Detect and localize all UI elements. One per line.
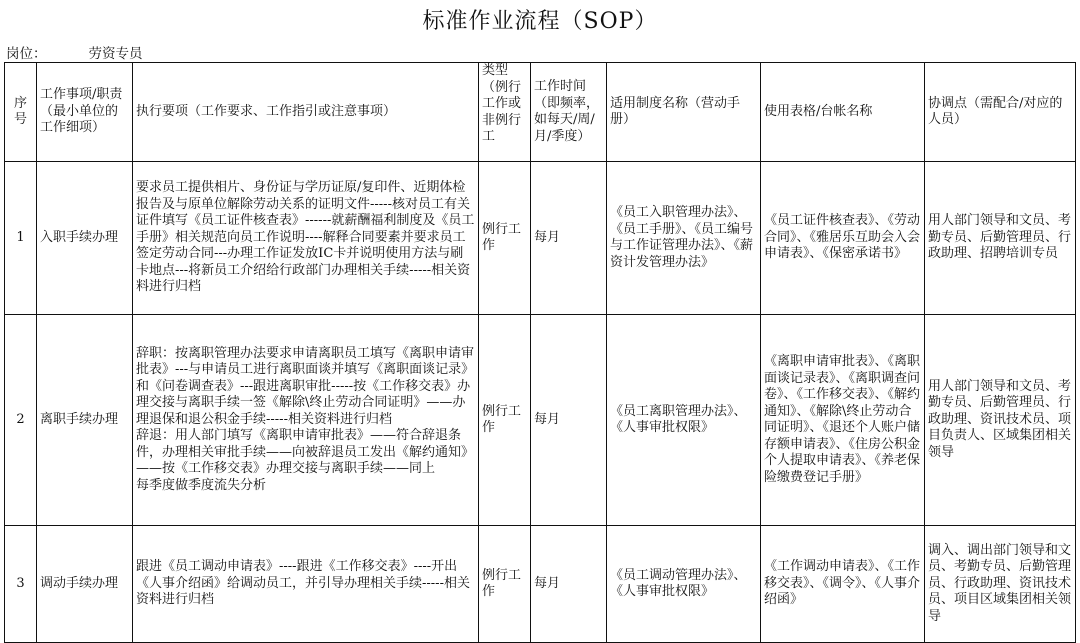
page-title: 标准作业流程（SOP） xyxy=(422,9,658,34)
header-row xyxy=(5,63,1076,162)
table-row xyxy=(5,162,1076,315)
row-exec: 跟进《员工调动申请表》----跟进《工作移交表》----开出《人事介绍函》给调动员工，并引导办理相关手续-----相关资料进行归档 xyxy=(133,526,479,643)
row-idx: 2 xyxy=(5,315,37,526)
header-task: 工作事项/职责（最小单位的工作细项） xyxy=(37,63,133,162)
row-type: 例行工作 xyxy=(479,162,531,315)
position-value: 劳资专员 xyxy=(51,42,155,63)
row-time: 每月 xyxy=(531,315,607,526)
row-time: 每月 xyxy=(531,526,607,643)
row-type: 例行工作 xyxy=(479,526,531,643)
position-line xyxy=(6,42,155,63)
row-idx: 1 xyxy=(5,162,37,315)
exec-dismiss: 辞退：用人部门填写《离职申请审批表》——符合辞退条件，办理相关审批手续——向被辞退员工发出《解约通知》——按《工作移交表》办理交接与离职手续——同上 每季度做季度流失分析 xyxy=(136,428,527,493)
row-policy: 《员工离职管理办法》、《人事审批权限》 xyxy=(607,315,761,526)
row-task: 离职手续办理 xyxy=(37,315,133,526)
table-row xyxy=(5,315,1076,526)
row-task: 入职手续办理 xyxy=(37,162,133,315)
row-time: 每月 xyxy=(531,162,607,315)
row-forms: 《离职申请审批表》、《离职面谈记录表》、《离职调查问卷》、《工作移交表》、《解约通知》、《解除\终止劳动合同证明》、《退还个人账户储存额申请表》、《住房公积金个人提取申请表》、《养老保险缴费登记手册》 xyxy=(761,315,925,526)
header-coord: 协调点（需配合/对应的人员） xyxy=(925,63,1076,162)
row-coord: 用人部门领导和文员、考勤专员、后勤管理员、行政助理、资讯技术员、项目负责人、区域集团相关领导 xyxy=(925,315,1076,526)
header-forms: 使用表格/台帐名称 xyxy=(761,63,925,162)
position-label: 岗位： xyxy=(6,46,47,62)
row-task: 调动手续办理 xyxy=(37,526,133,643)
exec-resign: 辞职：按离职管理办法要求申请离职员工填写《离职申请审批表》---与申请员工进行离职面谈并填写《离职面谈记录》和《问卷调查表》---跟进离职审批-----按《工作移交表》办理交接与离职手续一签《解除\终止劳动合同证明》——办理退保和退公积金手续-----相关资料进行归档 xyxy=(136,345,475,427)
header-policy: 适用制度名称（营动手册） xyxy=(607,63,761,162)
row-idx: 3 xyxy=(5,526,37,643)
row-policy: 《员工入职管理办法》、《员工手册》、《员工编号与工作证管理办法》、《薪资计发管理办法》 xyxy=(607,162,761,315)
header-time: 工作时间（即频率，如每天/周/月/季度） xyxy=(531,63,607,162)
row-coord: 用人部门领导和文员、考勤专员、后勤管理员、行政助理、招聘培训专员 xyxy=(925,162,1076,315)
table-row xyxy=(5,526,1076,643)
header-exec: 执行要项（工作要求、工作指引或注意事项） xyxy=(133,63,479,162)
header-type: 类型（例行工作或非例行工 xyxy=(479,63,531,162)
row-exec: 要求员工提供相片、身份证与学历证原/复印件、近期体检报告及与原单位解除劳动关系的证明文件-----核对员工有关证件填写《员工证件核查表》------就薪酬福利制度及《员工手册》相关规范向员工作说明----解释合同要素并要求员工签定劳动合同---办理工作证发放IC卡并说明使用方法与刷卡地点---将新员工介绍给行政部门办理相关手续-----相关资料进行归档 xyxy=(133,162,479,315)
sop-table xyxy=(4,62,1076,643)
row-forms: 《工作调动申请表》、《工作移交表》、《调令》、《人事介绍函》 xyxy=(761,526,925,643)
row-type: 例行工作 xyxy=(479,315,531,526)
header-idx: 序号 xyxy=(5,63,37,162)
row-policy: 《员工调动管理办法》、《人事审批权限》 xyxy=(607,526,761,643)
row-forms: 《员工证件核查表》、《劳动合同》、《雅居乐互助会入会申请表》、《保密承诺书》 xyxy=(761,162,925,315)
row-coord: 调入、调出部门领导和文员、考勤专员、后勤管理员、行政助理、资讯技术员、项目区域集团相关领导 xyxy=(925,526,1076,643)
